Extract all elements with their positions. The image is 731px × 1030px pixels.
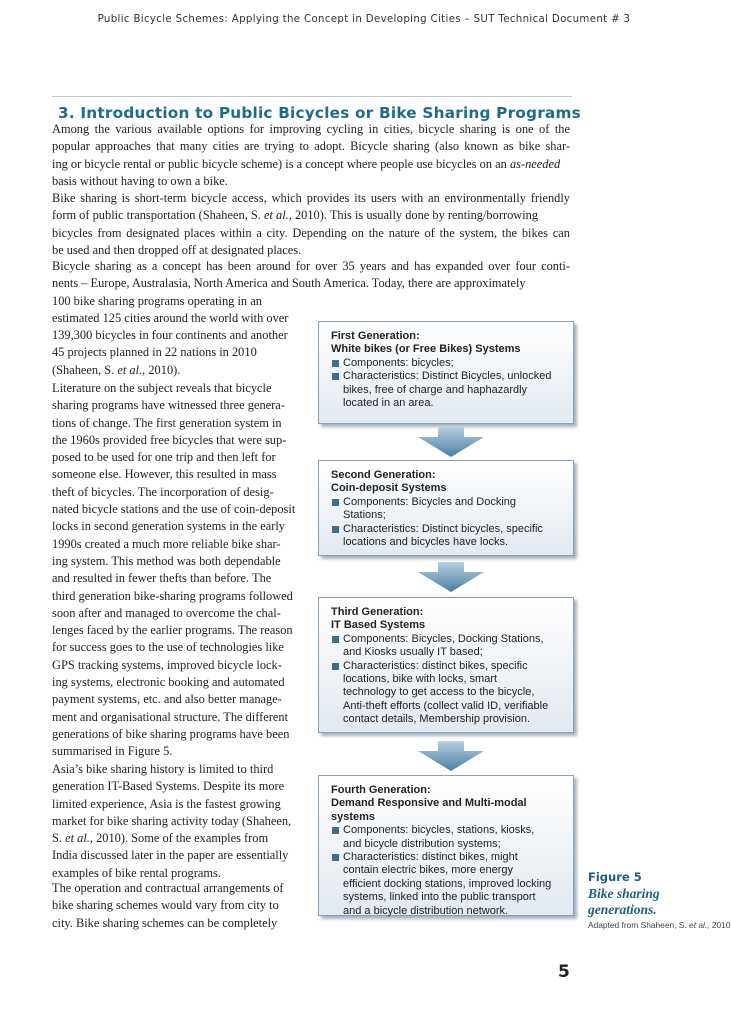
text-line: and resulted in fewer thefts than before. The xyxy=(52,571,272,586)
paragraph-generations xyxy=(52,380,310,761)
bullet-line: contain electric bikes, more energy xyxy=(343,864,513,877)
generation-title: First Generation: xyxy=(331,330,420,342)
generation-subtitle: systems xyxy=(331,810,376,823)
text-line: Bike sharing is short-term bicycle access, which provides its users with an environmentally friendly xyxy=(52,191,570,205)
text-line: ment and organisational structure. The different xyxy=(52,709,289,724)
text-line: lenges faced by the earlier programs. The reason xyxy=(52,623,293,638)
text-line: posed to be used for one trip and then left for xyxy=(52,450,276,465)
bullet-line: efficient docking stations, improved locking xyxy=(343,877,552,890)
generation-title: Third Generation: xyxy=(331,606,424,618)
bullet-line: located in an area. xyxy=(343,397,434,410)
generation-title: Second Generation: xyxy=(331,469,436,481)
characteristics-bullet xyxy=(331,370,565,410)
bullet-line: and a bicycle distribution network. xyxy=(343,904,509,917)
bullet-line: Components: bicycles, stations, kiosks, xyxy=(343,824,535,837)
text-line: basis without having to own a bike. xyxy=(52,173,228,188)
text-line xyxy=(52,830,310,847)
text-line: someone else. However, this resulted in mass xyxy=(52,467,277,482)
text-run: ing or bicycle rental or public bicycle scheme) is a concept where people use bicycles on an xyxy=(52,156,510,171)
down-arrow-icon xyxy=(418,427,484,457)
running-header: Public Bicycle Schemes: Applying the Concept in Developing Cities – SUT Technical Document # 3 xyxy=(97,14,631,25)
italic-run: as-needed xyxy=(509,156,561,171)
down-arrow-icon xyxy=(418,562,484,592)
section-rule xyxy=(52,96,572,97)
text-line: Among the various available options for improving cycling in cities, bicycle sharing is one of the xyxy=(52,122,570,136)
generation-subtitle: IT Based Systems xyxy=(331,619,426,632)
text-line: payment systems, etc. and also better manage- xyxy=(52,692,282,707)
bullet-line: Components: Bicycles, Docking Stations, xyxy=(343,632,544,645)
figure-label: Figure 5 xyxy=(588,870,642,884)
text-line: GPS tracking systems, improved bicycle lock- xyxy=(52,657,282,672)
characteristics-bullet xyxy=(331,523,565,550)
generation-box-fourth xyxy=(318,775,574,916)
text-line: Asia’s bike sharing history is limited to third xyxy=(52,762,274,776)
text-line: third generation bike-sharing programs followed xyxy=(52,588,293,603)
bullet-line: Characteristics: distinct bikes, might xyxy=(343,851,518,864)
italic-run: et al., xyxy=(65,831,93,846)
generation-subtitle: Demand Responsive and Multi-modal xyxy=(331,797,527,810)
text-line: Bicycle sharing as a concept has been around for over 35 years and has expanded over four conti- xyxy=(52,259,570,273)
text-line: generations of bike sharing programs have been xyxy=(52,726,290,741)
generation-subtitle: White bikes (or Free Bikes) Systems xyxy=(331,343,521,356)
text-line: market for bike sharing activity today (Shaheen, xyxy=(52,813,292,828)
text-run: 2010). xyxy=(145,362,181,377)
generation-title: Fourth Generation: xyxy=(331,784,431,796)
section-title: 3. Introduction to Public Bicycles or Bike Sharing Programs xyxy=(58,104,581,122)
text-line: bike sharing schemes would vary from city to xyxy=(52,898,279,913)
text-line: city. Bike sharing schemes can be completely xyxy=(52,915,278,930)
bullet-line: and Kiosks usually IT based; xyxy=(343,646,483,659)
text-line: limited experience, Asia is the fastest growing xyxy=(52,796,281,811)
text-line: ing systems, electronic booking and automated xyxy=(52,675,285,690)
text-line: sharing programs have witnessed three genera- xyxy=(52,398,285,413)
text-line: theft of bicycles. The incorporation of desig- xyxy=(52,484,274,499)
bullet-line: bikes, free of charge and haphazardly xyxy=(343,383,528,396)
text-line: tions of change. The first generation system in xyxy=(52,415,282,430)
components-bullet xyxy=(331,633,565,660)
paragraph-definition xyxy=(52,190,570,259)
components-bullet xyxy=(331,496,565,523)
text-line: 100 bike sharing programs operating in an xyxy=(52,293,262,308)
components-bullet xyxy=(331,357,565,370)
generation-box-second xyxy=(318,460,574,556)
text-run: form of public transportation (Shaheen, S. xyxy=(52,208,264,223)
down-arrow-icon xyxy=(418,741,484,771)
text-line: nated bicycle stations and the use of coin-deposit xyxy=(52,502,296,517)
caption-line: Bike sharing xyxy=(588,886,660,901)
paragraph-intro xyxy=(52,121,570,190)
source-text: Adapted from Shaheen, S. xyxy=(588,920,690,930)
italic-run: et al., xyxy=(117,362,146,377)
bullet-line: locations, bike with locks, smart xyxy=(343,673,498,686)
bullet-line: Components: Bicycles and Docking xyxy=(343,495,517,508)
text-line: India discussed later in the paper are essentially xyxy=(52,848,289,863)
text-line xyxy=(52,207,570,224)
text-line: 139,300 bicycles in four continents and another xyxy=(52,328,288,343)
text-line: The operation and contractual arrangements of xyxy=(52,881,284,895)
bullet-line: Characteristics: Distinct bicycles, specific xyxy=(343,522,543,535)
characteristics-bullet xyxy=(331,851,565,918)
source-italic: et al., xyxy=(689,920,710,930)
text-line: ing system. This method was both dependable xyxy=(52,553,281,568)
bullet-line: systems, linked into the public transport xyxy=(343,891,536,904)
text-line: for success goes to the use of technologies like xyxy=(52,640,284,655)
figure-source xyxy=(588,920,731,930)
text-run: 2010). This is usually done by renting/borrowing xyxy=(291,208,539,223)
bullet-line: technology to get access to the bicycle, xyxy=(343,686,535,699)
components-bullet xyxy=(331,824,565,851)
text-line: soon after and managed to overcome the chal- xyxy=(52,605,281,620)
text-line: estimated 125 cities around the world with over xyxy=(52,310,289,325)
figure-caption xyxy=(588,886,718,918)
generation-subtitle: Coin-deposit Systems xyxy=(331,482,447,495)
source-text: 2010 xyxy=(709,920,731,930)
paragraph-operation xyxy=(52,880,310,932)
text-line: locks in second generation systems in the early xyxy=(52,519,285,534)
text-line: 1990s created a much more reliable bike shar- xyxy=(52,536,281,551)
text-line: the 1960s provided free bicycles that were sup- xyxy=(52,432,287,447)
bullet-line: and bicycle distribution systems; xyxy=(343,837,501,850)
bullet-line: Anti-theft efforts (collect valid ID, verifiable xyxy=(343,699,549,712)
text-line: summarised in Figure 5. xyxy=(52,744,173,759)
generation-box-first xyxy=(318,321,574,424)
bullet-line: Stations; xyxy=(343,509,386,522)
paragraph-asia xyxy=(52,761,310,882)
text-run: S. xyxy=(52,831,66,846)
text-run: 2010). Some of the examples from xyxy=(92,831,269,846)
generation-box-third xyxy=(318,597,574,733)
text-line: popular approaches that many cities are trying to adopt. Bicycle sharing (also known as bike shar- xyxy=(52,139,570,154)
caption-line: generations. xyxy=(588,902,657,917)
characteristics-bullet xyxy=(331,660,565,727)
text-line xyxy=(52,156,570,173)
italic-run: et al., xyxy=(263,208,292,223)
text-line: be used and then dropped off at designated places. xyxy=(52,242,302,257)
bullet-line: locations and bicycles have locks. xyxy=(343,536,509,549)
text-line: nents – Europe, Australasia, North America and South America. Today, there are approximately xyxy=(52,276,526,291)
page-number: 5 xyxy=(558,962,570,982)
bullet-line: contact details, Membership provision. xyxy=(343,713,531,726)
bullet-line: Components: bicycles; xyxy=(343,356,454,369)
text-line: Literature on the subject reveals that bicycle xyxy=(52,381,272,395)
bullet-line: Characteristics: Distinct Bicycles, unlocked xyxy=(343,370,552,383)
text-line: bicycles from designated places within a city. Depending on the nature of the system, the bikes can xyxy=(52,225,570,240)
text-line: generation IT-Based Systems. Despite its more xyxy=(52,779,285,794)
bullet-line: Characteristics: distinct bikes, specific xyxy=(343,659,528,672)
text-line: examples of bike rental programs. xyxy=(52,865,221,880)
text-line: 45 projects planned in 22 nations in 2010 xyxy=(52,345,257,360)
text-run: (Shaheen, S. xyxy=(52,362,118,377)
